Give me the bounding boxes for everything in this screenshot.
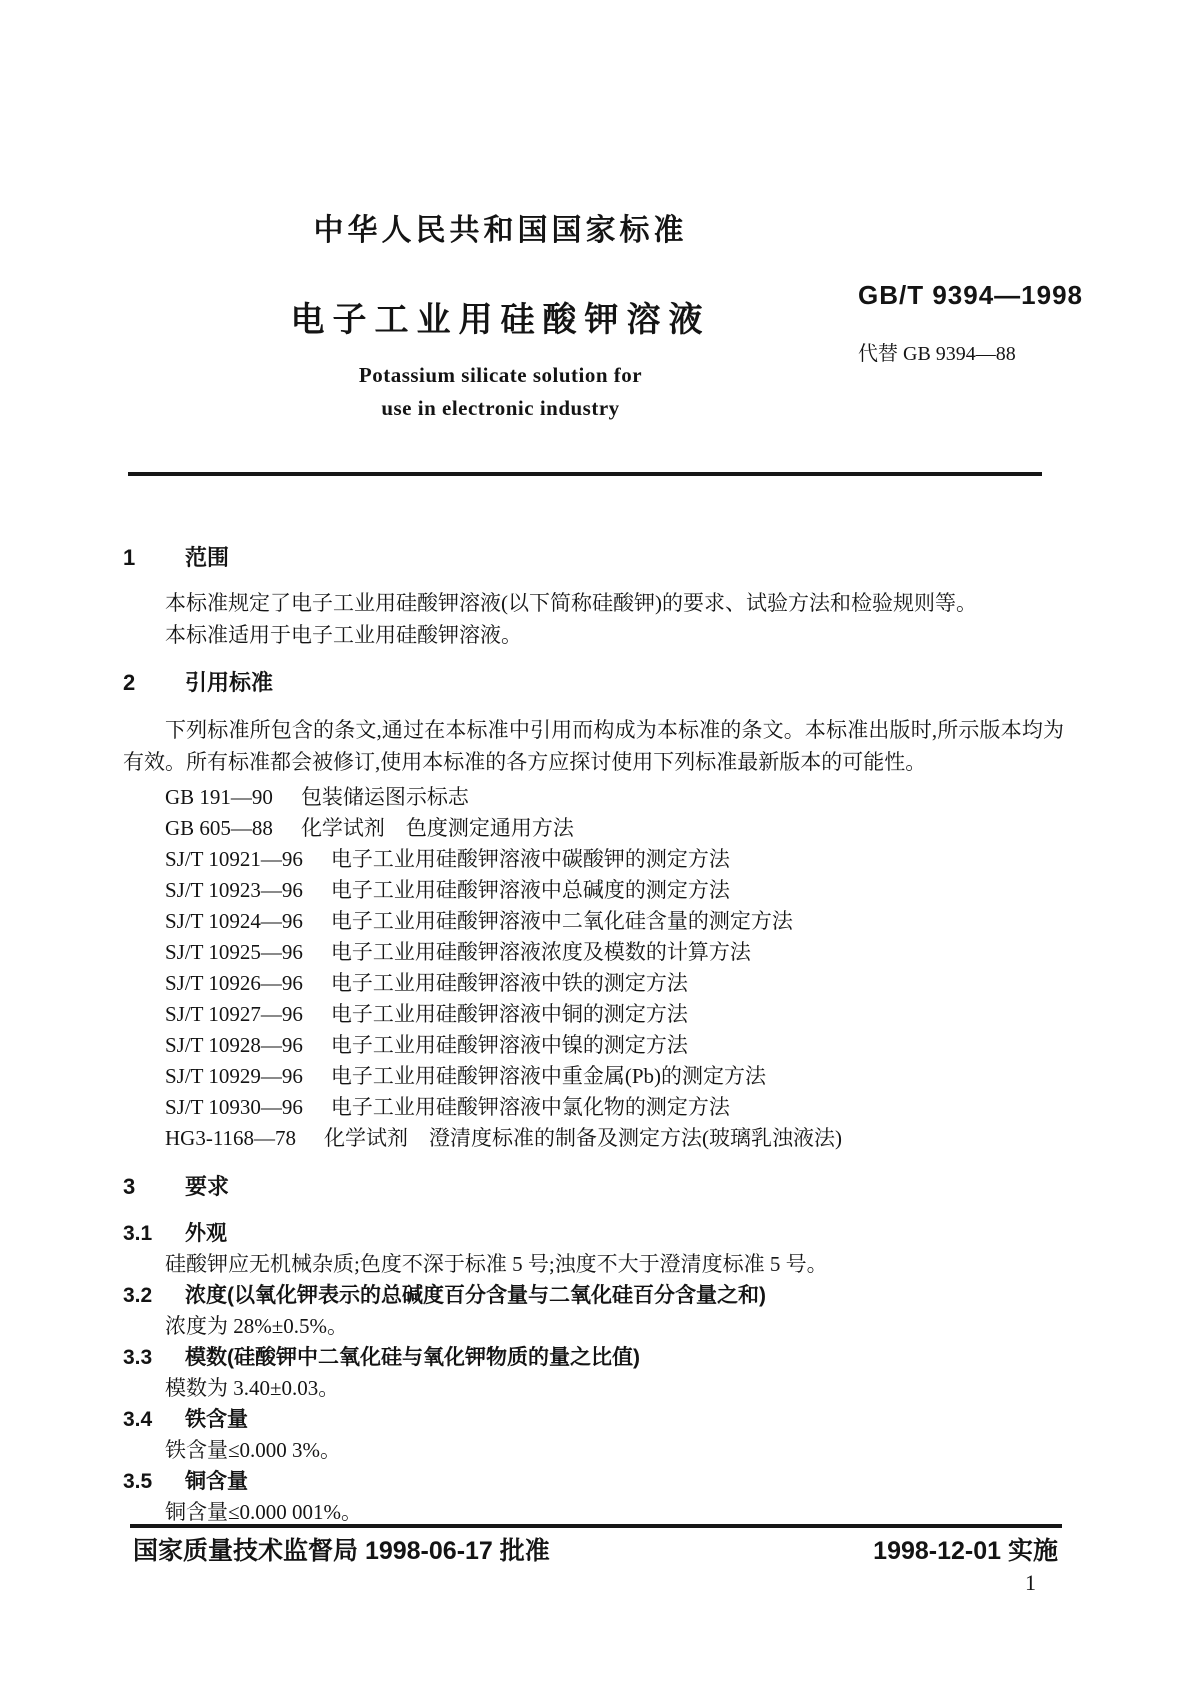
scope-paragraph: 本标准规定了电子工业用硅酸钾溶液(以下简称硅酸钾)的要求、试验方法和检验规则等。 [165, 591, 977, 615]
clause-title: 浓度(以氧化钾表示的总碱度百分含量与二氧化硅百分含量之和) [185, 1284, 766, 1307]
reference-title: 化学试剂 澄清度标准的制备及测定方法(玻璃乳浊液法) [324, 1126, 843, 1150]
page-number: 1 [1025, 1570, 1036, 1595]
reference-code: GB 605—88 [165, 816, 273, 840]
section-number: 2 [123, 670, 136, 695]
clause-body-copper-content: 铜含量≤0.000 001%。 [165, 1500, 363, 1524]
reference-item [123, 782, 1064, 813]
reference-code: SJ/T 10927—96 [165, 1002, 303, 1026]
reference-title: 电子工业用硅酸钾溶液中重金属(Pb)的测定方法 [330, 1064, 767, 1088]
document-title-zh: 电子工业用硅酸钾溶液 [290, 301, 711, 339]
header-divider [128, 472, 1042, 476]
clause-title: 模数(硅酸钾中二氧化硅与氧化钾物质的量之比值) [185, 1346, 640, 1369]
reference-item [123, 1030, 1064, 1061]
clause-body-concentration: 浓度为 28%±0.5%。 [165, 1314, 349, 1338]
section-heading-references [123, 667, 1064, 699]
clause-number: 3.1 [123, 1222, 153, 1245]
section-number: 3 [123, 1174, 136, 1199]
reference-title: 电子工业用硅酸钾溶液中氯化物的测定方法 [330, 1095, 730, 1119]
document-body [123, 542, 1064, 1528]
reference-code: SJ/T 10925—96 [165, 940, 303, 964]
reference-item [123, 1061, 1064, 1092]
clause-number: 3.2 [123, 1284, 153, 1307]
reference-title: 电子工业用硅酸钾溶液中总碱度的测定方法 [330, 878, 730, 902]
clause-heading-concentration [123, 1280, 1064, 1311]
clause-heading-copper-content [123, 1466, 1064, 1497]
section-title: 要求 [185, 1174, 230, 1199]
section-title: 范围 [185, 545, 230, 570]
clause-title: 外观 [185, 1222, 227, 1245]
clause-number: 3.4 [123, 1408, 153, 1431]
reference-item [123, 1092, 1064, 1123]
reference-code: SJ/T 10921—96 [165, 847, 303, 871]
reference-code: SJ/T 10930—96 [165, 1095, 303, 1119]
reference-code: GB 191—90 [165, 785, 273, 809]
reference-item [123, 875, 1064, 906]
reference-code: HG3-1168—78 [165, 1126, 297, 1150]
reference-item [123, 844, 1064, 875]
clause-title: 铁含量 [185, 1408, 248, 1431]
reference-item [123, 813, 1064, 844]
clause-body-appearance: 硅酸钾应无机械杂质;色度不深于标准 5 号;浊度不大于澄清度标准 5 号。 [165, 1252, 828, 1276]
reference-code: SJ/T 10926—96 [165, 971, 303, 995]
clause-heading-appearance [123, 1218, 1064, 1249]
section-heading-requirements [123, 1171, 1064, 1203]
implementation-date: 1998-12-01 实施 [873, 1537, 1058, 1565]
reference-title: 电子工业用硅酸钾溶液中二氧化硅含量的测定方法 [330, 909, 793, 933]
reference-title: 电子工业用硅酸钾溶液中碳酸钾的测定方法 [330, 847, 730, 871]
reference-item [123, 968, 1064, 999]
reference-item [123, 999, 1064, 1030]
section-number: 1 [123, 545, 136, 570]
requirement-clauses [123, 1218, 1064, 1528]
clause-body-iron-content: 铁含量≤0.000 3%。 [165, 1438, 342, 1462]
clause-heading-iron-content [123, 1404, 1064, 1435]
clause-title: 铜含量 [185, 1470, 248, 1493]
reference-title: 化学试剂 色度测定通用方法 [300, 816, 574, 840]
document-title-en-line1: Potassium silicate solution for [358, 363, 643, 387]
reference-code: SJ/T 10924—96 [165, 909, 303, 933]
reference-list [123, 782, 1064, 1154]
superseded-standard: 代替 GB 9394—88 [858, 343, 1016, 365]
footer-divider [130, 1524, 1062, 1528]
approval-statement: 国家质量技术监督局 1998-06-17 批准 [133, 1537, 550, 1565]
section-heading-scope [123, 542, 1064, 574]
section-title: 引用标准 [185, 670, 274, 695]
reference-title: 包装储运图示标志 [300, 785, 469, 809]
clause-body-modulus: 模数为 3.40±0.03。 [165, 1376, 340, 1400]
scope-paragraph: 本标准适用于电子工业用硅酸钾溶液。 [165, 623, 522, 647]
clause-heading-modulus [123, 1342, 1064, 1373]
reference-title: 电子工业用硅酸钾溶液中铜的测定方法 [330, 1002, 688, 1026]
national-standard-label: 中华人民共和国国家标准 [313, 214, 688, 247]
reference-title: 电子工业用硅酸钾溶液中铁的测定方法 [330, 971, 688, 995]
reference-item [123, 1123, 1064, 1154]
reference-title: 电子工业用硅酸钾溶液中镍的测定方法 [330, 1033, 688, 1057]
references-intro-paragraph: 下列标准所包含的条文,通过在本标准中引用而构成为本标准的条文。本标准出版时,所示版本均为有效。所有标准都会被修订,使用本标准的各方应探讨使用下列标准最新版本的可能性。 [123, 718, 1064, 774]
standard-code: GB/T 9394—1998 [858, 280, 1084, 310]
reference-title: 电子工业用硅酸钾溶液浓度及模数的计算方法 [330, 940, 751, 964]
reference-code: SJ/T 10928—96 [165, 1033, 303, 1057]
reference-item [123, 937, 1064, 968]
reference-item [123, 906, 1064, 937]
clause-number: 3.5 [123, 1470, 153, 1493]
reference-code: SJ/T 10923—96 [165, 878, 303, 902]
clause-number: 3.3 [123, 1346, 153, 1369]
document-title-en-line2: use in electronic industry [381, 396, 620, 420]
reference-code: SJ/T 10929—96 [165, 1064, 303, 1088]
